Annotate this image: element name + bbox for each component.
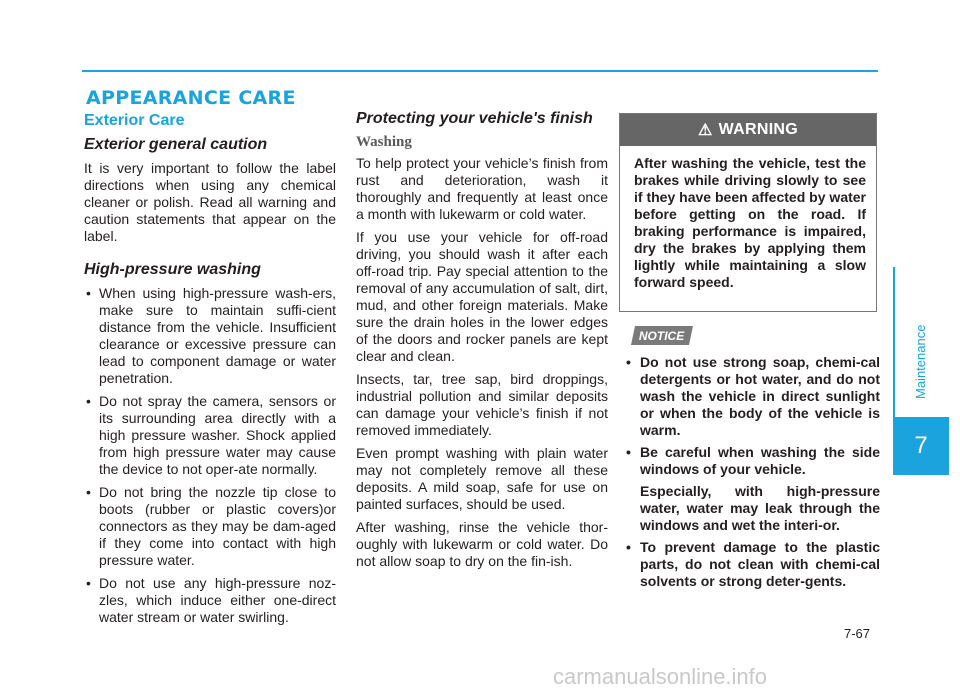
notice-badge: [631, 326, 693, 345]
list-item: • Do not bring the nozzle tip close to boots (rubber or plastic covers)or connectors as they may be dam-aged if they come into contact with high pressure water.: [84, 484, 336, 569]
warning-label: WARNING: [718, 121, 799, 138]
chapter-side-tab: [893, 267, 949, 691]
notice-label: NOTICE: [639, 328, 685, 343]
list-item: [618, 354, 880, 439]
list-item: [618, 444, 880, 534]
high-pressure-heading: High-pressure washing: [84, 261, 261, 278]
page-number: 7-67: [844, 626, 871, 641]
chapter-number: 7: [893, 417, 949, 475]
washing-subheading: Washing: [356, 134, 412, 150]
list-item: [618, 539, 880, 590]
warning-triangle-icon: ⚠: [697, 122, 713, 139]
chapter-label: Maintenance: [913, 324, 928, 399]
side-rule: [893, 267, 895, 417]
high-pressure-list: [84, 285, 336, 626]
notice-item-text: Do not use strong soap, chemi-cal detergents or hot water, and do not wash the vehicle in direct sunlight or when the body of the vehicle is warm.: [640, 354, 880, 438]
washing-paragraph: If you use your vehicle for off-road driving, you should wash it after each off-road trip. Pay special attention to the removal of any accumulation of salt, dirt, mud, and other foreign materials. Make sure the drain holes in the lower edges of the doors and rocker panels are kept clear and clean.: [356, 229, 608, 364]
list-item: • Do not spray the camera, sensors or its surrounding area directly with a high pressure washer. Shock applied from high pressure water may cause the device to not oper-ate normally.: [84, 393, 336, 478]
notice-list: [618, 354, 880, 595]
washing-paragraph: Even prompt washing with plain water may not completely remove all these deposits. A mild soap, safe for use on painted surfaces, should be used.: [356, 445, 608, 512]
list-item: • Do not use any high-pressure noz-zles, which induce either one-direct water stream or water swirling.: [84, 575, 336, 626]
washing-paragraph: Insects, tar, tree sap, bird droppings, industrial pollution and similar deposits can damage your vehicle’s finish if not removed immediately.: [356, 371, 608, 438]
warning-text: After washing the vehicle, test the brakes while driving slowly to see if they have been affected by water before getting on the road. If braking performance is impaired, dry the brakes by applying them lightly while maintaining a slow forward speed.: [634, 155, 866, 290]
warning-header: [620, 114, 876, 146]
washing-paragraph: To help protect your vehicle’s finish from rust and deterioration, wash it thoroughly and frequently at least once a month with lukewarm or cold water.: [356, 155, 608, 222]
watermark: carmanualsonline.info: [553, 664, 768, 689]
top-rule: [82, 70, 878, 72]
column-2: [356, 110, 608, 576]
column-1: [84, 110, 336, 632]
caution-heading: Exterior general caution: [84, 136, 268, 153]
notice-item-text: Be careful when washing the side windows of your vehicle.: [640, 444, 880, 477]
section-title: APPEARANCE CARE: [86, 87, 296, 109]
finish-heading: Protecting your vehicle's finish: [356, 110, 593, 127]
warning-box: [619, 113, 877, 312]
list-item: • When using high-pressure wash-ers, make sure to maintain suffi-cient distance from the vehicle. Insufficient clearance or excessive pressure can lead to component damage or water penetration.: [84, 285, 336, 387]
washing-paragraph: After washing, rinse the vehicle thor-oughly with lukewarm or cold water. Do not allow soap to dry on the fin-ish.: [356, 519, 608, 569]
caution-text: It is very important to follow the label directions when using any chemical cleaner or polish. Read all warning and caution statements that appear on the label.: [84, 160, 336, 244]
notice-item-extra: Especially, with high-pressure water, water may leak through the windows and wet the interi-or.: [640, 483, 880, 533]
notice-item-text: To prevent damage to the plastic parts, do not clean with chemi-cal solvents or strong deter-gents.: [640, 539, 880, 589]
exterior-care-subhead: Exterior Care: [84, 112, 185, 129]
